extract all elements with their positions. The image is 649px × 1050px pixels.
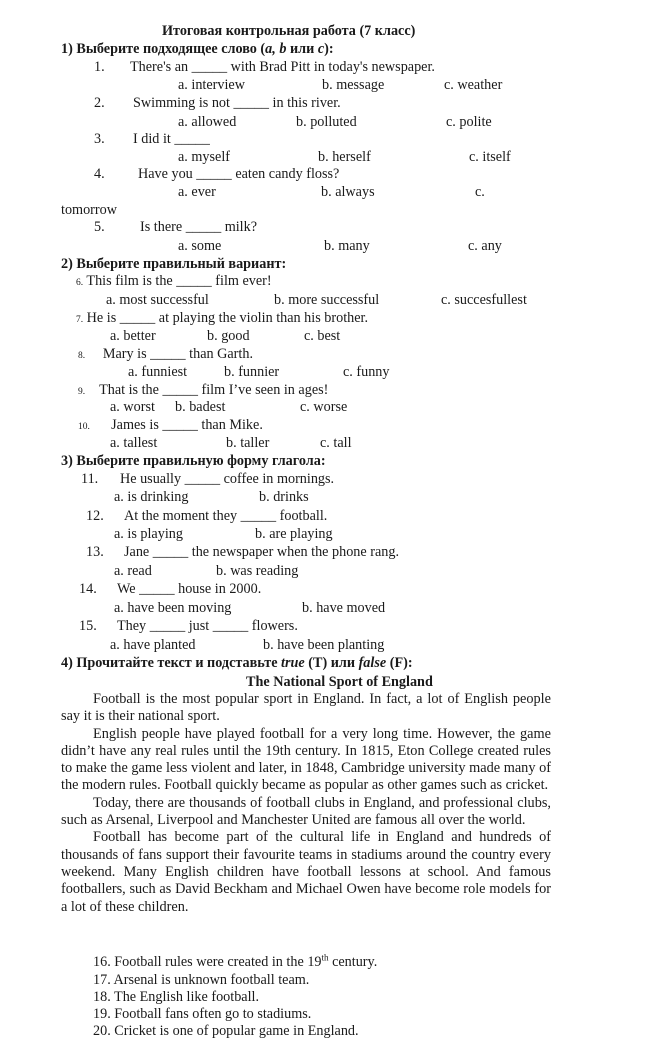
question-text: Mary is _____ than Garth. [102,346,253,362]
option-a: a. funniest [128,364,188,380]
section-2-heading: 2) Выберите правильный вариант: [61,256,287,272]
option-c: c. tall [320,435,352,451]
question-number: 7. [76,315,84,325]
option-a: a. interview [178,77,245,93]
question-number: 2. [94,95,105,111]
option-b: b. taller [226,435,270,451]
option-b: b. have been planting [263,637,385,653]
option-c: c. succesfullest [441,292,527,308]
question-number: 13. [86,544,104,560]
statement-20: 20. Cricket is one of popular game in England. [93,1023,359,1039]
option-b: b. are playing [255,526,333,542]
section-4-heading: 4) Прочитайте текст и подставьте true (T) или false (F): [61,655,413,671]
reading-paragraph: Football is the most popular sport in England. In fact, a lot of English people say it is their national sport. [61,691,551,725]
question-number: 6. [76,278,84,288]
option-b: b. polluted [296,114,357,130]
question-number: 15. [79,618,97,634]
question-number: 1. [94,59,105,75]
question-text: We _____ house in 2000. [117,581,262,597]
section-3-heading: 3) Выберите правильную форму глагола: [61,453,326,469]
option-b: b. badest [175,399,226,415]
question-number: 3. [94,131,105,147]
question-number: 9. [78,387,86,397]
question-text: Swimming is not _____ in this river. [133,95,341,111]
reading-text-title: The National Sport of England [246,674,433,690]
option-c: c. weather [444,77,503,93]
question-item [76,310,368,330]
option-c-wrapped-text: tomorrow [61,202,117,218]
reading-paragraph: Today, there are thousands of football clubs in England, and professional clubs, such as Arsenal, Liverpool and Manchester United are famous all over the world. [61,794,551,829]
option-a: a. tallest [110,435,158,451]
question-text: James is _____ than Mike. [111,417,263,433]
option-a: a. better [110,328,156,344]
option-a: a. myself [178,149,231,165]
question-text: He usually _____ coffee in mornings. [120,471,335,487]
reading-paragraph: English people have played football for a very long time. However, the game didn’t have any real rules until the 19th century. In 1815, Eton College created rules to make the game less violent and later, in 1848, Cambridge university made many of the modern rules. Football quickly became as popular as other games such as cricket. [61,725,551,794]
question-number: 5. [94,219,105,235]
option-b: b. message [322,77,385,93]
option-a: a. most successful [106,292,209,308]
option-b: b. good [207,328,250,344]
option-b: b. drinks [259,489,309,505]
statement-17: 17. Arsenal is unknown football team. [93,972,310,988]
question-number: 12. [86,508,104,524]
option-b: b. funnier [224,364,280,380]
question-item [76,273,272,293]
option-b: b. herself [318,149,371,165]
option-a: a. some [178,238,222,254]
statement-16: 16. Football rules were created in the 19th century. [93,952,378,970]
option-a: a. worst [110,399,155,415]
option-c: c. any [468,238,502,254]
question-item [78,346,253,366]
section-1-heading: 1) Выберите подходящее слово (a, b или c): [61,41,334,57]
question-text: This film is the _____ film ever! [86,273,272,289]
option-c: c. funny [343,364,390,380]
reading-text [61,691,551,916]
option-a: a. have planted [110,637,196,653]
option-b: b. have moved [302,600,386,616]
option-a: a. read [114,563,152,579]
question-number: 10. [78,422,90,432]
option-b: b. always [321,184,375,200]
question-text: They _____ just _____ flowers. [117,618,298,634]
option-a: a. allowed [178,114,237,130]
statement-19: 19. Football fans often go to stadiums. [93,1006,312,1022]
option-c: c. best [304,328,341,344]
question-text: At the moment they _____ football. [124,508,328,524]
option-c: c. polite [446,114,492,130]
option-a: a. is playing [114,526,183,542]
question-text: There's an _____ with Brad Pitt in today's newspaper. [130,59,435,75]
question-number: 11. [81,471,99,487]
option-b: b. more successful [274,292,380,308]
question-text: He is _____ at playing the violin than his brother. [86,310,369,326]
worksheet-title: Итоговая контрольная работа (7 класс) [162,23,416,39]
question-text: Jane _____ the newspaper when the phone rang. [124,544,399,560]
option-a: a. ever [178,184,216,200]
question-number: 14. [79,581,97,597]
option-b: b. was reading [216,563,299,579]
question-text: Have you _____ eaten candy floss? [138,166,340,182]
question-item [78,417,263,437]
question-text: That is the _____ film I’ve seen in ages! [99,382,329,398]
question-number: 4. [94,166,105,182]
option-c: c. [475,184,485,200]
question-number: 8. [78,351,86,361]
statement-18: 18. The English like football. [93,989,260,1005]
option-b: b. many [324,238,370,254]
reading-paragraph: Football has become part of the cultural life in England and hundreds of thousands of fans support their favourite teams in stadiums around the country every weekend. Many English children have football lessons at school. And famous footballers, such as David Beckham and Michael Owen have become role models for a lot of these children. [61,829,551,915]
question-text: I did it _____ [133,131,210,147]
question-text: Is there _____ milk? [140,219,258,235]
option-a: a. have been moving [114,600,232,616]
option-c: c. worse [300,399,348,415]
option-c: c. itself [469,149,511,165]
option-a: a. is drinking [114,489,189,505]
